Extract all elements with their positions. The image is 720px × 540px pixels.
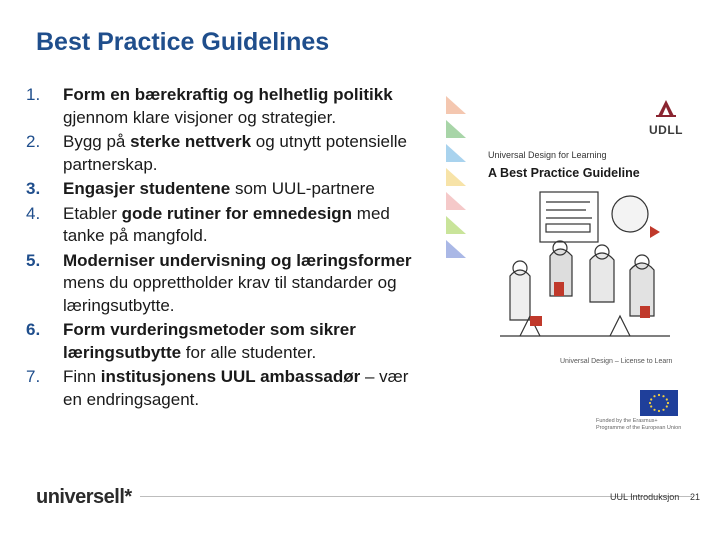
decorative-triangle — [446, 144, 466, 162]
decorative-triangle — [446, 216, 466, 234]
list-item — [26, 319, 426, 364]
list-number: 3. — [26, 179, 41, 198]
list-number: 7. — [26, 367, 41, 386]
cover-title: A Best Practice Guideline — [488, 166, 640, 180]
list-number: 2. — [26, 132, 41, 151]
list-number: 1. — [26, 85, 41, 104]
decorative-triangle — [446, 240, 466, 258]
udll-logo-text: UDLL — [649, 123, 683, 137]
list-item-prefix: Finn — [63, 367, 101, 386]
list-item — [26, 131, 426, 176]
universell-logo: universell* — [36, 486, 132, 508]
list-item-text: gjennom klare visjoner og strategier. — [63, 107, 337, 127]
eu-flag-icon — [640, 390, 678, 416]
list-item-bold: gode rutiner for emnedesign — [121, 203, 353, 223]
list-item-bold: Form en bærekraftig og helhetlig politikk — [63, 85, 393, 104]
list-item — [26, 84, 426, 129]
decorative-triangle — [446, 120, 466, 138]
cover-illustration — [490, 186, 678, 354]
udll-logo — [644, 96, 688, 137]
list-item-text: og utnytt potensielle partnerskap. — [63, 132, 408, 174]
list-number: 5. — [26, 250, 41, 270]
guideline-list — [26, 84, 426, 413]
list-number: 6. — [26, 320, 41, 339]
list-item-text: mens du opprettholder krav til standarder og læringsutbytte. — [63, 273, 397, 315]
decorative-triangle — [446, 96, 466, 114]
list-number: 4. — [26, 203, 41, 223]
list-item-text: – vær en endringsagent. — [63, 367, 409, 409]
slide-title: Best Practice Guidelines — [36, 28, 330, 56]
list-item — [26, 250, 426, 318]
list-item-prefix: Bygg på — [63, 132, 131, 151]
cover-tagline: Universal Design – License to Learn — [560, 358, 673, 365]
eu-caption: Funded by the Erasmus+ Programme of the European Union — [596, 418, 682, 431]
list-item-prefix: Etabler — [63, 203, 122, 223]
decorative-triangle — [446, 168, 466, 186]
list-item — [26, 203, 426, 248]
list-item — [26, 366, 426, 411]
list-item-text: som UUL-partnere — [230, 179, 375, 198]
cover-subtitle: Universal Design for Learning — [488, 150, 607, 160]
list-item-bold: Form vurderingsmetoder som sikrer læringsutbytte — [63, 320, 356, 362]
list-item-text: med tanke på mangfold. — [63, 203, 390, 245]
list-item — [26, 178, 426, 201]
list-item-text: for alle studenter. — [181, 342, 317, 362]
page-number: 21 — [690, 492, 701, 502]
udll-emblem-icon — [644, 96, 688, 118]
footer-label: UUL Introduksjon — [610, 492, 680, 502]
list-item-bold: sterke nettverk — [130, 132, 252, 151]
list-item-bold: Engasjer studentene — [63, 179, 231, 198]
list-item-bold: Moderniser undervisning og læringsformer — [63, 250, 412, 270]
list-item-bold: institusjonens UUL ambassadør — [100, 367, 361, 386]
decorative-triangle — [446, 192, 466, 210]
